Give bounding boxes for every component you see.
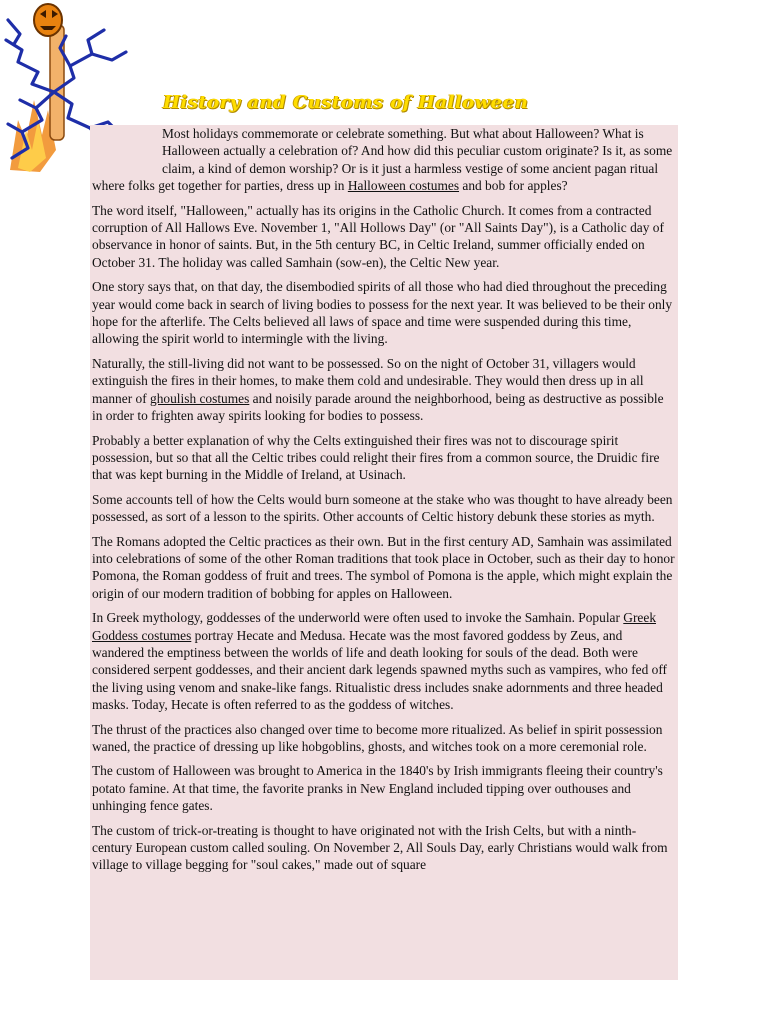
article-paragraph <box>90 202 678 272</box>
paragraph-text: The word itself, "Halloween," actually has its origins in the Catholic Church. It comes from a contracted corruption of All Hallows Eve. November 1, "All Hollows Day" (or "All Saints Day"), is a Catholic day of observance in honor of saints. But, in the 5th century BC, in Celtic Ireland, summer officially ended on October 31. The holiday was called Samhain (sow-en), the Celtic New year. <box>92 202 664 270</box>
costume-link[interactable]: Greek Goddess costumes <box>92 610 657 643</box>
article-paragraph <box>90 533 678 603</box>
article-paragraph <box>90 278 678 348</box>
paragraph-text: Some accounts tell of how the Celts would burn someone at the stake who was thought to have already been possessed, as sort of a lesson to the spirits. Other accounts of Celtic history debunk these stories as myth. <box>92 491 673 525</box>
paragraph-text: In Greek mythology, goddesses of the underworld were often used to invoke the Samhain. Popular <box>92 610 624 626</box>
paragraph-text: Naturally, the still-living did not want to be possessed. So on the night of October 31, villagers would extinguish the fires in their homes, to make them cold and undesirable. They would then dress up in all manner of <box>92 355 644 406</box>
article-body <box>90 125 678 980</box>
pumpkin-icon <box>34 4 62 36</box>
article-paragraph <box>90 491 678 526</box>
costume-link[interactable]: ghoulish costumes <box>150 390 250 406</box>
page-title: History and Customs of Halloween <box>163 92 529 113</box>
costume-link[interactable]: Halloween costumes <box>347 178 460 194</box>
article-paragraph <box>90 125 678 195</box>
paragraph-text: and noisily parade around the neighborhood, being as destructive as possible in order to frighten away spirits looking for bodies to possess. <box>92 390 664 424</box>
paragraph-text: Probably a better explanation of why the Celts extinguished their fires was not to discourage spirit possession, but so that all the Celtic tribes could relight their fires from a common source, the Druidic fire that was kept burning in the Middle of Ireland, at Usinach. <box>92 432 660 483</box>
paragraph-text: The thrust of the practices also changed over time to become more ritualized. As belief in spirit possession waned, the practice of dressing up like hobgoblins, ghosts, and witches took on a more ceremonial role. <box>92 721 663 754</box>
article-paragraph <box>90 721 678 756</box>
paragraph-text: The custom of Halloween was brought to America in the 1840's by Irish immigrants fleeing their country's potato famine. At that time, the favorite pranks in New England included tipping over outhouses and unhinging fence gates. <box>92 763 663 814</box>
article-paragraph <box>90 762 678 814</box>
paragraph-text: portray Hecate and Medusa. Hecate was the most favored goddess by Zeus, and wandered the emptiness between the worlds of life and death looking for souls of the dead. Both were considered serpent goddesses, and their ancient dark legends spawned myths such as vampires, who fed off the living using venom and snake-like fangs. Ritualistic dress includes snake adornments and three headed masks. Today, Hecate is often referred to as the goddess of witches. <box>92 627 668 713</box>
article-paragraph <box>90 355 678 425</box>
article-paragraph <box>90 822 678 874</box>
paragraph-text: One story says that, on that day, the disembodied spirits of all those who had died throughout the preceding year would come back in search of living bodies to possess for the next year. It was believed to be their only hope for the afterlife. The Celts believed all laws of space and time were suspended during this time, allowing the spirit world to intermingle with the living. <box>92 279 673 347</box>
paragraph-text: and bob for apples? <box>459 178 568 194</box>
paragraph-text: Most holidays commemorate or celebrate something. But what about Halloween? What is Halloween actually a celebration of? And how did this peculiar custom originate? Is it, as some claim, a kind of demon worship? Or is it just a harmless vestige of some ancient pagan ritual where folks get together for parties, dress up in <box>92 126 673 194</box>
paragraph-text: The custom of trick-or-treating is thought to have originated not with the Irish Celts, but with a ninth-century European custom called souling. On November 2, All Souls Day, early Christians would walk from village to village begging for "soul cakes," made out of square <box>92 822 668 873</box>
paragraph-text: The Romans adopted the Celtic practices as their own. But in the first century AD, Samhain was assimilated into celebrations of some of the other Roman traditions that took place in October, such as their day to honor Pomona, the Roman goddess of fruit and trees. The symbol of Pomona is the apple, which might explain the origin of our modern tradition of bobbing for apples on Halloween. <box>92 533 675 601</box>
article-paragraph <box>90 432 678 484</box>
article-paragraph <box>90 609 678 713</box>
